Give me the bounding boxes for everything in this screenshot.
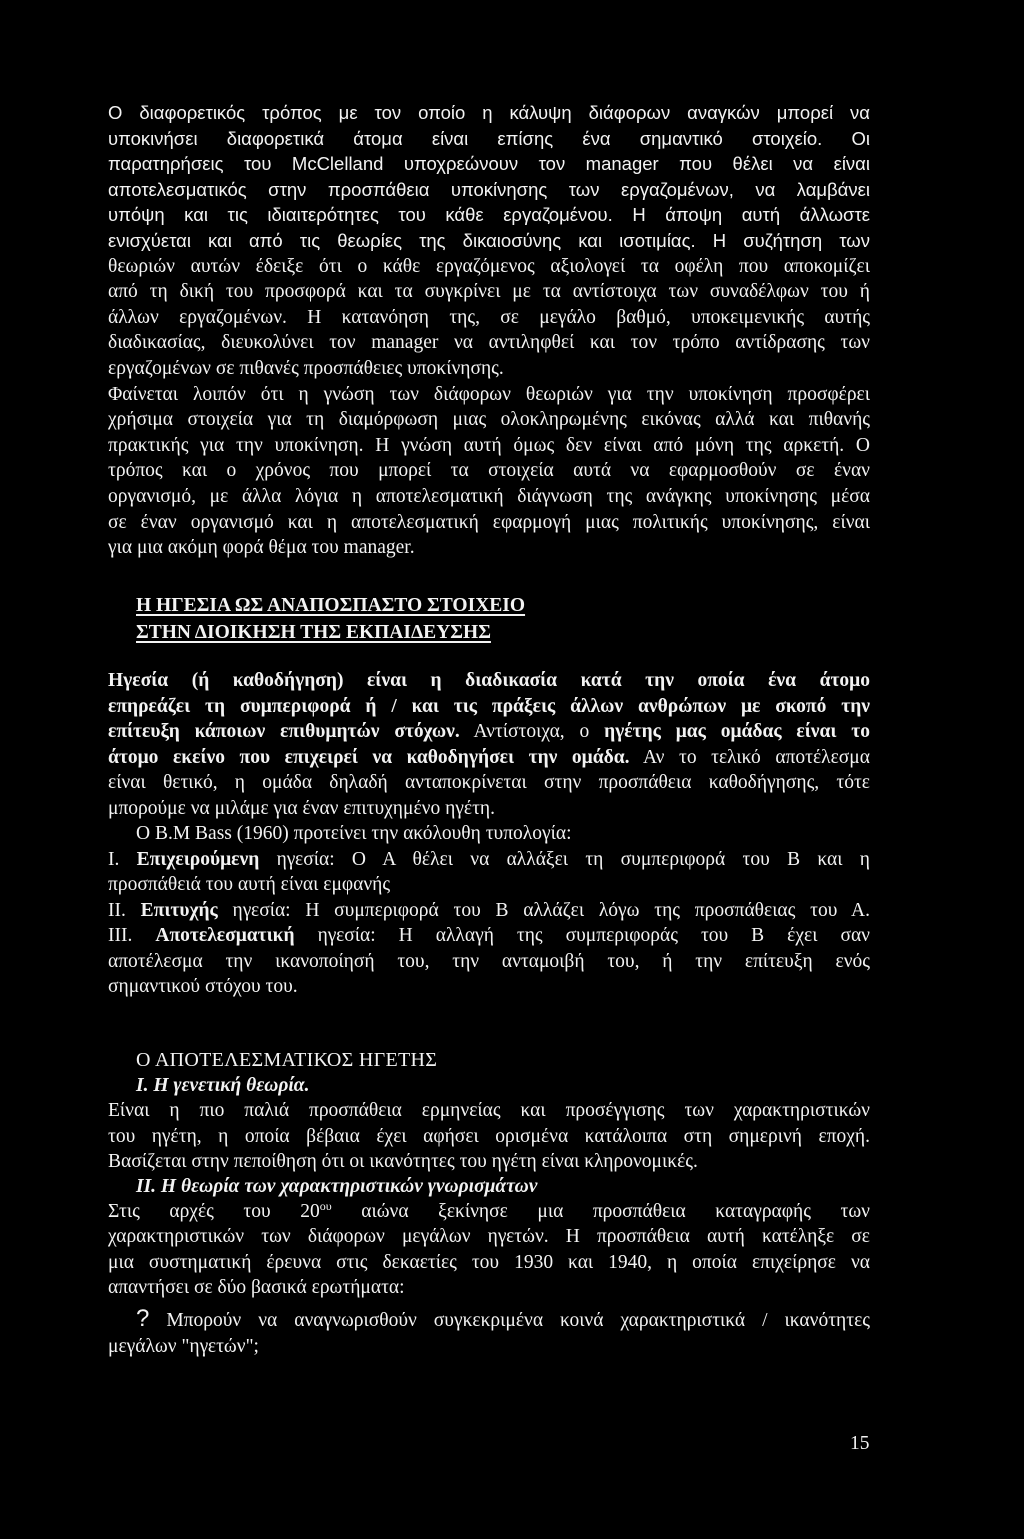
- text-line: [108, 745, 870, 771]
- text-line: [108, 694, 870, 720]
- heading-line: Η ΗΓΕΣΙΑ ΩΣ ΑΝΑΠΟΣΠΑΣΤΟ ΣΤΟΙΧΕΙΟ: [136, 595, 526, 616]
- section-heading-leadership: [136, 592, 525, 646]
- typology-term: Επιχειρούμενη: [136, 848, 260, 870]
- effective-leader-section: [108, 1048, 870, 1300]
- typology-numeral: II.: [108, 899, 126, 921]
- text-line: χαρακτηριστικών των διάφορων μεγάλων ηγετών. Η προσπάθεια αυτή κατέληξε σε: [108, 1226, 870, 1248]
- text-line: μια συστηματική έρευνα στις δεκαετίες του 1930 και 1940, η οποία επιχείρησε να: [108, 1251, 870, 1273]
- text-line: [108, 770, 870, 796]
- typology-term: Αποτελεσματική: [155, 925, 295, 946]
- text-line: Ο διαφορετικός τρόπος με τον οποίο η κάλυψη διάφορων αναγκών μπορεί να: [108, 102, 870, 123]
- typology-item: [108, 898, 870, 924]
- leadership-section: [108, 668, 870, 1000]
- emphasized-text: επίτευξη κάποιων επιθυμητών στόχων.: [108, 721, 460, 742]
- bass-typology-intro: Ο Β.Μ Bass (1960) προτείνει την ακόλουθη τυπολογία:: [136, 823, 572, 844]
- text-line: [108, 1305, 870, 1334]
- typology-item: [108, 923, 870, 1000]
- text-line: πρακτικής για την υποκίνηση. Η γνώση αυτή όμως δεν είναι από μόνη της αρκετή. Ο: [108, 434, 870, 456]
- body-text: αιώνα ξεκίνησε μια προσπάθεια καταγραφής των: [361, 1201, 870, 1223]
- text-line: του ηγέτη, η οποία βέβαια έχει αφήσει ορισμένα κατάλοιπα στη σημερινή εποχή.: [108, 1125, 870, 1147]
- question-list: [108, 1305, 870, 1359]
- typology-numeral: I.: [108, 848, 120, 870]
- emphasized-text: ηγέτης μας ομάδας είναι το: [604, 721, 871, 742]
- paragraph-genetic-theory: [108, 1098, 870, 1174]
- heading-line: ΣΤΗΝ ΔΙΟΙΚΗΣΗ ΤΗΣ ΕΚΠΑΙΔΕΥΣΗΣ: [136, 622, 491, 643]
- body-text: μπορούμε να μιλάμε για έναν επιτυχημένο ηγέτη.: [108, 797, 495, 819]
- text-line: [108, 719, 870, 745]
- text-line: [108, 668, 870, 694]
- body-text: Στις αρχές του 20: [108, 1201, 320, 1223]
- subheading-genetic-theory: I. Η γενετική θεωρία.: [136, 1075, 310, 1097]
- text-line: θεωριών αυτών έδειξε ότι ο κάθε εργαζόμενος αξιολογεί τα οφέλη που αποκομίζει: [108, 255, 870, 277]
- emphasized-text: επηρεάζει τη συμπεριφορά ή / και τις πράξεις άλλων ανθρώπων με σκοπό την: [108, 695, 870, 717]
- text-line: Φαίνεται λοιπόν ότι η γνώση των διάφορων θεωριών για την υποκίνηση προσφέρει: [108, 383, 870, 405]
- body-text: Μπορούν να αναγνωρισθούν συγκεκριμένα κοινά χαρακτηριστικά / ικανότητες: [166, 1310, 870, 1331]
- text-line: προσπάθειά του αυτή είναι εμφανής: [108, 874, 391, 895]
- text-line: [108, 1199, 870, 1224]
- body-text: ηγεσία: Ο Α θέλει να αλλάξει τη συμπεριφορά του Β και η: [276, 848, 870, 870]
- emphasized-text: άτομο εκείνο που επιχειρεί να καθοδηγήσει την ομάδα.: [108, 746, 630, 768]
- paragraph-leadership-definition: [108, 668, 870, 821]
- text-line: οργανισμό, με άλλα λόγια η αποτελεσματική διάγνωση της ανάγκης υποκίνησης μέσα: [108, 485, 870, 507]
- text-line: Είναι η πιο παλιά προσπάθεια ερμηνείας και προσέγγισης των χαρακτηριστικών: [108, 1100, 870, 1122]
- typology-item: [108, 847, 870, 898]
- text-line: σε έναν οργανισμό και η αποτελεσματική εφαρμογή μιας πολιτικής υποκίνησης, είναι: [108, 511, 870, 533]
- paragraph-motivation-differences: [108, 100, 870, 382]
- paragraph-traits-theory: [108, 1199, 870, 1300]
- text-line: [108, 923, 870, 949]
- question-item: [108, 1305, 870, 1359]
- text-line: από τη δική του προσφορά και τα συγκρίνει με τα αντίστοιχα των συναδέλφων του ή: [108, 281, 870, 303]
- text-line: σημαντικού στόχου του.: [108, 976, 298, 997]
- section-heading-effective-leader: Ο ΑΠΟΤΕΛΕΣΜΑΤΙΚΟΣ ΗΓΕΤΗΣ: [136, 1049, 438, 1071]
- text-line: αποτελεσματικός στην προσπάθεια υποκίνησης των εργαζομένων, να λαμβάνει: [108, 178, 870, 200]
- body-text: ηγεσία: Η συμπεριφορά του Β αλλάζει λόγω της προσπάθειας του Α.: [232, 899, 870, 921]
- emphasized-text: Ηγεσία (ή καθοδήγηση) είναι η διαδικασία κατά την οποία ένα άτομο: [108, 670, 870, 691]
- text-line: εργαζομένων σε πιθανές προσπάθειες υποκίνησης.: [108, 357, 504, 379]
- text-line: παρατηρήσεις του McClelland υποχρεώνουν τον manager που θέλει να είναι: [108, 153, 870, 175]
- text-line: [108, 847, 870, 873]
- question-bullet-icon: ?: [136, 1305, 150, 1332]
- text-line: [108, 898, 870, 924]
- text-line: [108, 796, 870, 822]
- text-line: ενισχύεται και από τις θεωρίες της δικαιοσύνης και ισοτιμίας. Η συζήτηση των: [108, 229, 870, 251]
- typology-numeral: III.: [108, 925, 133, 946]
- text-line: αποτέλεσμα την ικανοποίησή του, την ανταμοιβή του, ή την επίτευξη ενός: [108, 950, 870, 972]
- text-line: για μια ακόμη φορά θέμα του manager.: [108, 537, 415, 559]
- body-text: Αντίστοιχα, ο: [473, 721, 590, 742]
- text-line: διαδικασίας, διευκολύνει τον manager να αντιληφθεί και τον τρόπο αντίδρασης των: [108, 332, 870, 354]
- text-line: άλλων εργαζομένων. Η κατανόηση της, σε μεγάλο βαθμό, υποκειμενικής αυτής: [108, 306, 870, 328]
- text-line: Βασίζεται στην πεποίθηση ότι οι ικανότητες του ηγέτη είναι κληρονομικές.: [108, 1150, 698, 1172]
- body-text: Αν το τελικό αποτέλεσμα: [642, 746, 870, 768]
- paragraph-motivation-theories: [108, 382, 870, 561]
- text-line: τρόπος και ο χρόνος που μπορεί τα στοιχεία αυτά να εφαρμοσθούν σε έναν: [108, 460, 870, 482]
- body-text: είναι θετικό, η ομάδα δηλαδή ανταποκρίνεται στην προσπάθεια καθοδήγησης, τότε: [108, 772, 870, 793]
- ordinal-superscript: ου: [319, 1199, 332, 1214]
- text-line: υπόψη και τις ιδιαιτερότητες του κάθε εργαζομένου. Η άποψη αυτή άλλωστε: [108, 204, 870, 226]
- subheading-traits-theory: II. Η θεωρία των χαρακτηριστικών γνωρισμάτων: [136, 1175, 538, 1197]
- intro-section: [108, 100, 870, 561]
- text-line: χρήσιμα στοιχεία για τη διαμόρφωση μιας ολοκληρωμένης εικόνας αλλά και πιθανής: [108, 409, 870, 431]
- text-line: υποκινήσει διαφορετικά άτομα είναι επίσης ένα σημαντικό στοιχείο. Οι: [108, 127, 870, 149]
- typology-term: Επιτυχής: [140, 899, 218, 921]
- page-number: 15: [850, 1433, 870, 1454]
- text-line: μεγάλων "ηγετών";: [108, 1335, 259, 1357]
- text-line: απαντήσει σε δύο βασικά ερωτήματα:: [108, 1276, 405, 1298]
- body-text: ηγεσία: Η αλλαγή της συμπεριφοράς του Β έχει σαν: [317, 925, 871, 946]
